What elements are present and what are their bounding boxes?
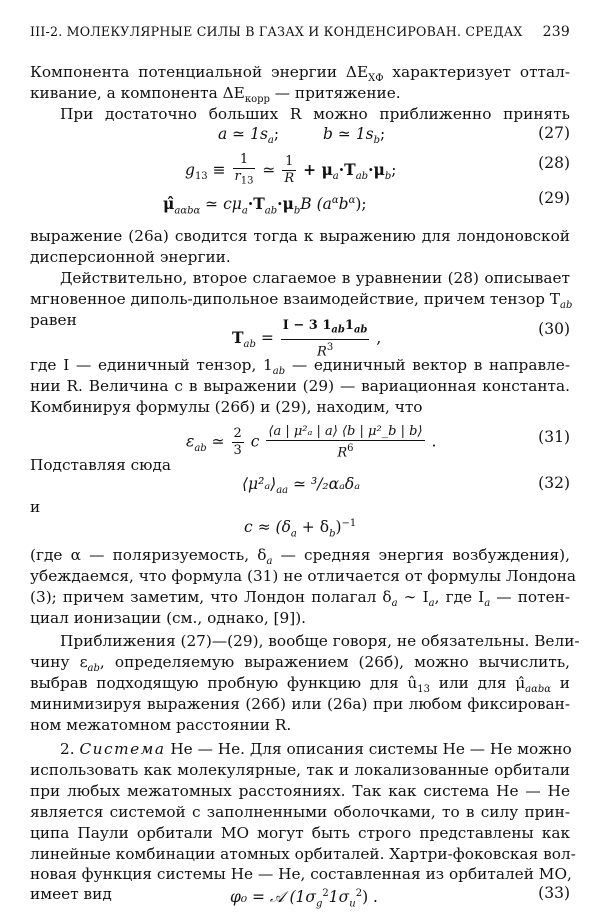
text-line: дисперсионной энергии. [30,248,231,266]
text-line: циал ионизации (см., однако, [9]). [30,609,307,627]
equation-33: φ₀ = 𝒜 $(1\sigma_g^21\sigma_u^2)$ . [230,888,378,910]
fraction: $\frac{1}{R}$ [284,154,295,187]
equation-28: $g_{13}$ ≡ $\frac{1}{r_{13}}$ ≃ $\frac{1}{R}$ + $\mu_a\cdot T_{ab}\cdot\mu_b$; [185,152,396,190]
equation-number: (27) [538,124,570,142]
text-line: равен [30,311,77,329]
text-line: при любых межатомных расстояниях. Так как система He — He [30,782,570,800]
text-line: убеждаемся, что формула (31) не отличается от формулы Лондона [30,567,577,585]
equation-number: (28) [538,154,570,172]
text-line: использовать как молекулярные, так и локализованные орбитали [30,761,570,779]
equation-c: $c \approx (\delta_a + \delta_b)^{-1}$ [244,518,357,540]
fraction: $\frac{I - 3 1_{ab}1_{ab}}{R^3}$ [282,318,368,359]
equation-31: $\varepsilon_{ab}$ ≃ $\frac{2}{3}$ c $\frac{\text{⟨a | μ²ₐ | a⟩ ⟨b | μ²\_b | b⟩}}{R^6}$ . [186,424,437,461]
text-line: ципа Паули орбитали МО могут быть строго представлены как [30,824,570,842]
text-line: Действительно, второе слагаемое в уравнении (28) описывает [60,269,570,287]
text-line: линейные комбинации атомных орбиталей. Хартри-фоковская вол- [30,845,576,863]
text-line: минимизируя выражения (26б) или (26а) при любом фиксирован- [30,695,570,713]
text-line: мгновенное диполь-дипольное взаимодействие, причем тензор $T_{ab}$ [30,290,573,312]
running-title: III-2. МОЛЕКУЛЯРНЫЕ СИЛЫ В ГАЗАХ И КОНДЕНСИРОВАН. СРЕДАХ [30,24,523,39]
text-line: нии R. Величина c в выражении (29) — вариационная константа. [30,377,570,395]
text-line: (где α — поляризуемость, $\delta_a$ — средняя энергия возбуждения), [30,546,570,568]
equation-number: (31) [538,428,570,446]
section-title: Система [79,740,166,758]
text-line: выбрав подходящую пробную функцию для $û_{13}$ или для $\mû_{a\alpha b\alpha}$ и [30,674,570,696]
text-line: новая функция системы He — He, составленная из орбиталей МО, [30,865,572,883]
text-line: ном межатомном расстоянии R. [30,716,292,734]
text-line: Подставляя сюда [30,456,172,474]
text-line: является системой с заполненными оболочками, то в силу прин- [30,803,570,821]
fraction: $\frac{\text{⟨a | μ²ₐ | a⟩ ⟨b | μ²\_b | b⟩}}{R^6}$ [268,424,423,461]
fraction: $\frac{2}{3}$ [233,426,242,459]
equation-number: (30) [538,320,570,338]
text-line: имеет вид [30,885,112,903]
text-line: Приближения (27)—(29), вообще говоря, не обязательны. Вели- [60,632,580,650]
fraction: $\frac{1}{r_{13}}$ [234,152,254,187]
text-line: и [30,498,41,516]
equation-number: (33) [538,884,570,902]
text-line: Компонента потенциальной энергии $\Delta E_{ХФ}$ характеризует оттал- [30,63,570,85]
text-line: кивание, а компонента $\Delta E_{корр}$ — притяжение. [30,84,401,106]
equation-30: $T_{ab}$ = $\frac{I - 3 1_{ab}1_{ab}}{R^3}$ , [232,318,382,359]
equation-32: $⟨\mu^2_a⟩_{aa}$ ≃ ³/₂αₐδₐ [242,475,361,497]
equation-number: (29) [538,189,570,207]
page-number: 239 [542,24,570,40]
text-line: чину $\varepsilon_{ab}$, определяемую выражением (26б), можно вычислить, [30,653,571,675]
text-line: выражение (26а) сводится тогда к выражению для лондоновской [30,227,570,245]
equation-number: (32) [538,474,570,492]
text-line: (3); причем заметим, что Лондон полагал $\delta_a$ ∼ $I_a$, где $I_a$ — потен- [30,588,570,610]
text-line: где I — единичный тензор, $1_{ab}$ — единичный вектор в направле- [30,356,570,378]
page-header [30,24,570,40]
equation-27: a ≃ $1s_a$; b ≃ $1s_b$; [218,125,386,147]
equation-29: $\mû_{a\alpha b\alpha}$ ≃ $c\mu_a\cdot T_{ab}\cdot\mu_bB$ $(a^\alpha b^\alpha)$; [163,194,367,217]
text-line: При достаточно больших R можно приближенно принять [60,105,570,123]
text-line: 2. Система He — He. Для описания системы He — He можно [60,740,572,758]
text-line: Комбинируя формулы (26б) и (29), находим, что [30,398,423,416]
